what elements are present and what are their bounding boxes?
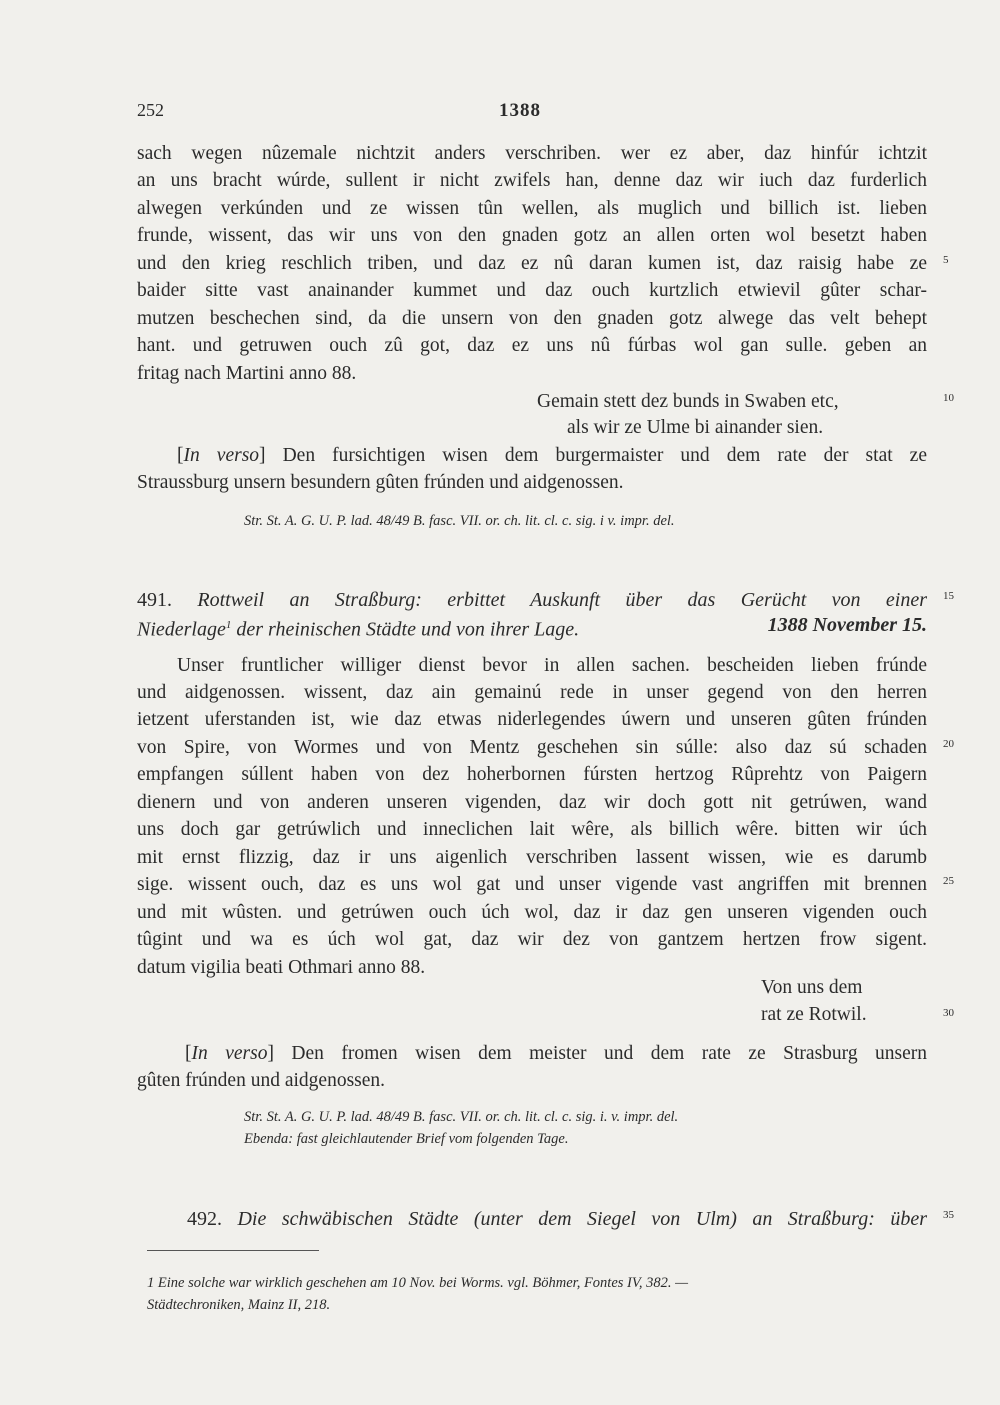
document-heading (137, 587, 927, 614)
margin-line-number: 10 (943, 392, 954, 404)
verso-line: Straussburg unsern besundern gûten frúnden und aidgenossen. (137, 472, 624, 493)
page-number: 252 (137, 100, 164, 120)
verso-line: gûten frúnden und aidgenossen. (137, 1070, 386, 1091)
text-line: empfangen súllent haben von dez hoherbornen fúrsten hertzog Rûprehtz von Paigern (137, 764, 927, 785)
text-line: und den krieg reschlich triben, und daz ez nû daran kumen ist, daz raisig habe ze (137, 253, 927, 274)
text-line: sige. wissent ouch, daz es uns wol gat und unser vigende vast angriffen mit brennen (137, 874, 927, 895)
text-line: mutzen beschechen sind, da die unsern von den gnaden gotz alwege das velt behept (137, 308, 927, 329)
source-note: Ebenda: fast gleichlautender Brief vom folgenden Tage. (244, 1131, 569, 1147)
verso-label: In verso (191, 1043, 268, 1064)
signature-line: rat ze Rotwil. (761, 1004, 867, 1025)
verso-line (177, 443, 927, 468)
document-number: 492. (187, 1208, 222, 1230)
margin-line-number: 15 (943, 590, 954, 602)
margin-line-number: 30 (943, 1007, 954, 1019)
text-line: von Spire, von Wormes und von Mentz geschehen sin súlle: also daz sú schaden (137, 737, 927, 758)
verso-bracket-open: [ (177, 445, 184, 466)
text-line: fritag nach Martini anno 88. (137, 363, 357, 384)
document-date: 1388 November 15. (767, 614, 927, 636)
verso-text: Den fromen wisen dem meister und dem rate ze Strasburg unsern (291, 1043, 928, 1064)
margin-line-number: 25 (943, 875, 954, 887)
margin-line-number: 5 (943, 254, 949, 266)
margin-line-number: 35 (943, 1209, 954, 1221)
source-note: Str. St. A. G. U. P. lad. 48/49 B. fasc. VII. or. ch. lit. cl. c. sig. i v. impr. del. (244, 513, 675, 529)
text-line: und mit wûsten. und getrúwen ouch úch wol, daz ir daz gen unseren vigenden ouch (137, 902, 927, 923)
signature-line: als wir ze Ulme bi ainander sien. (567, 417, 824, 438)
verso-text: Den fursichtigen wisen dem burgermaister und dem rate der stat ze (282, 445, 927, 466)
text-line: an uns bracht wúrde, sullent ir nicht zwifels han, denne daz wir iuch daz furderlich (137, 170, 927, 191)
text-line: sach wegen nûzemale nichtzit anders verschriben. wer ez aber, daz hinfúr ichtzit (137, 143, 927, 164)
text-line: dienern und von anderen unseren vigenden, daz wir doch gott nit getrúwen, wand (137, 792, 927, 813)
signature-line: Von uns dem (761, 977, 863, 998)
footnote-rule (147, 1250, 319, 1251)
running-year: 1388 (499, 100, 541, 121)
verso-label: In verso (183, 445, 260, 466)
heading-text: Niederlage (137, 618, 226, 641)
text-line: datum vigilia beati Othmari anno 88. (137, 957, 426, 978)
text-line: tûgint und wa es úch wol gat, daz wir dez von gantzem hertzen frow sigent. (137, 929, 927, 950)
heading-text: Rottweil an Straßburg: erbittet Auskunft über das Gerücht von einer (197, 589, 928, 611)
verso-bracket-open: [ (185, 1043, 192, 1064)
heading-text: Die schwäbischen Städte (unter dem Siegel von Ulm) an Straßburg: über (237, 1208, 927, 1230)
margin-line-number: 20 (943, 738, 954, 750)
text-line: baider sitte vast anainander kummet und daz ouch kurtzlich etwievil gûter schar- (137, 280, 927, 301)
text-line: ietzent uferstanden ist, wie daz etwas niderlegendes úwern und unseren gûten frúnden (137, 709, 927, 730)
footnote-ref: 1 (225, 619, 232, 631)
document-heading (187, 1206, 927, 1233)
verso-bracket-close: ] (267, 1043, 274, 1064)
text-line: frunde, wissent, das wir uns von den gnaden gotz an allen orten wol besetzt haben (137, 225, 927, 246)
text-line: alwegen verkúnden und ze wissen tûn wellen, als muglich und billich ist. lieben (137, 198, 927, 219)
footnote-line: 1 Eine solche war wirklich geschehen am 10 Nov. bei Worms. vgl. Böhmer, Fontes IV, 382. — (147, 1275, 688, 1291)
text-line: mit ernst flizzig, daz ir uns aigenlich verschriben lassent wissen, wie es darumb (137, 847, 927, 868)
text-line: uns doch gar getrúwlich und inneclichen lait wêre, als billich wêre. bitten wir úch (137, 819, 927, 840)
text-line: Unser fruntlicher williger dienst bevor in allen sachen. bescheiden lieben frúnde (177, 655, 927, 676)
source-note: Str. St. A. G. U. P. lad. 48/49 B. fasc. VII. or. ch. lit. cl. c. sig. i. v. impr. del. (244, 1109, 679, 1125)
footnote-line: Städtechroniken, Mainz II, 218. (147, 1297, 331, 1313)
page-header (137, 100, 927, 126)
text-line: hant. und getruwen ouch zû got, daz ez uns nû fúrbas wol gan sulle. geben an (137, 335, 927, 356)
verso-line (185, 1041, 927, 1066)
signature-line: Gemain stett dez bunds in Swaben etc, (537, 391, 839, 412)
document-number: 491. (137, 589, 172, 611)
heading-text: der rheinischen Städte und von ihrer Lage. (231, 618, 580, 641)
verso-bracket-close: ] (259, 445, 266, 466)
text-line: und aidgenossen. wissent, daz ain gemainú rede in unser gegend von den herren (137, 682, 927, 703)
